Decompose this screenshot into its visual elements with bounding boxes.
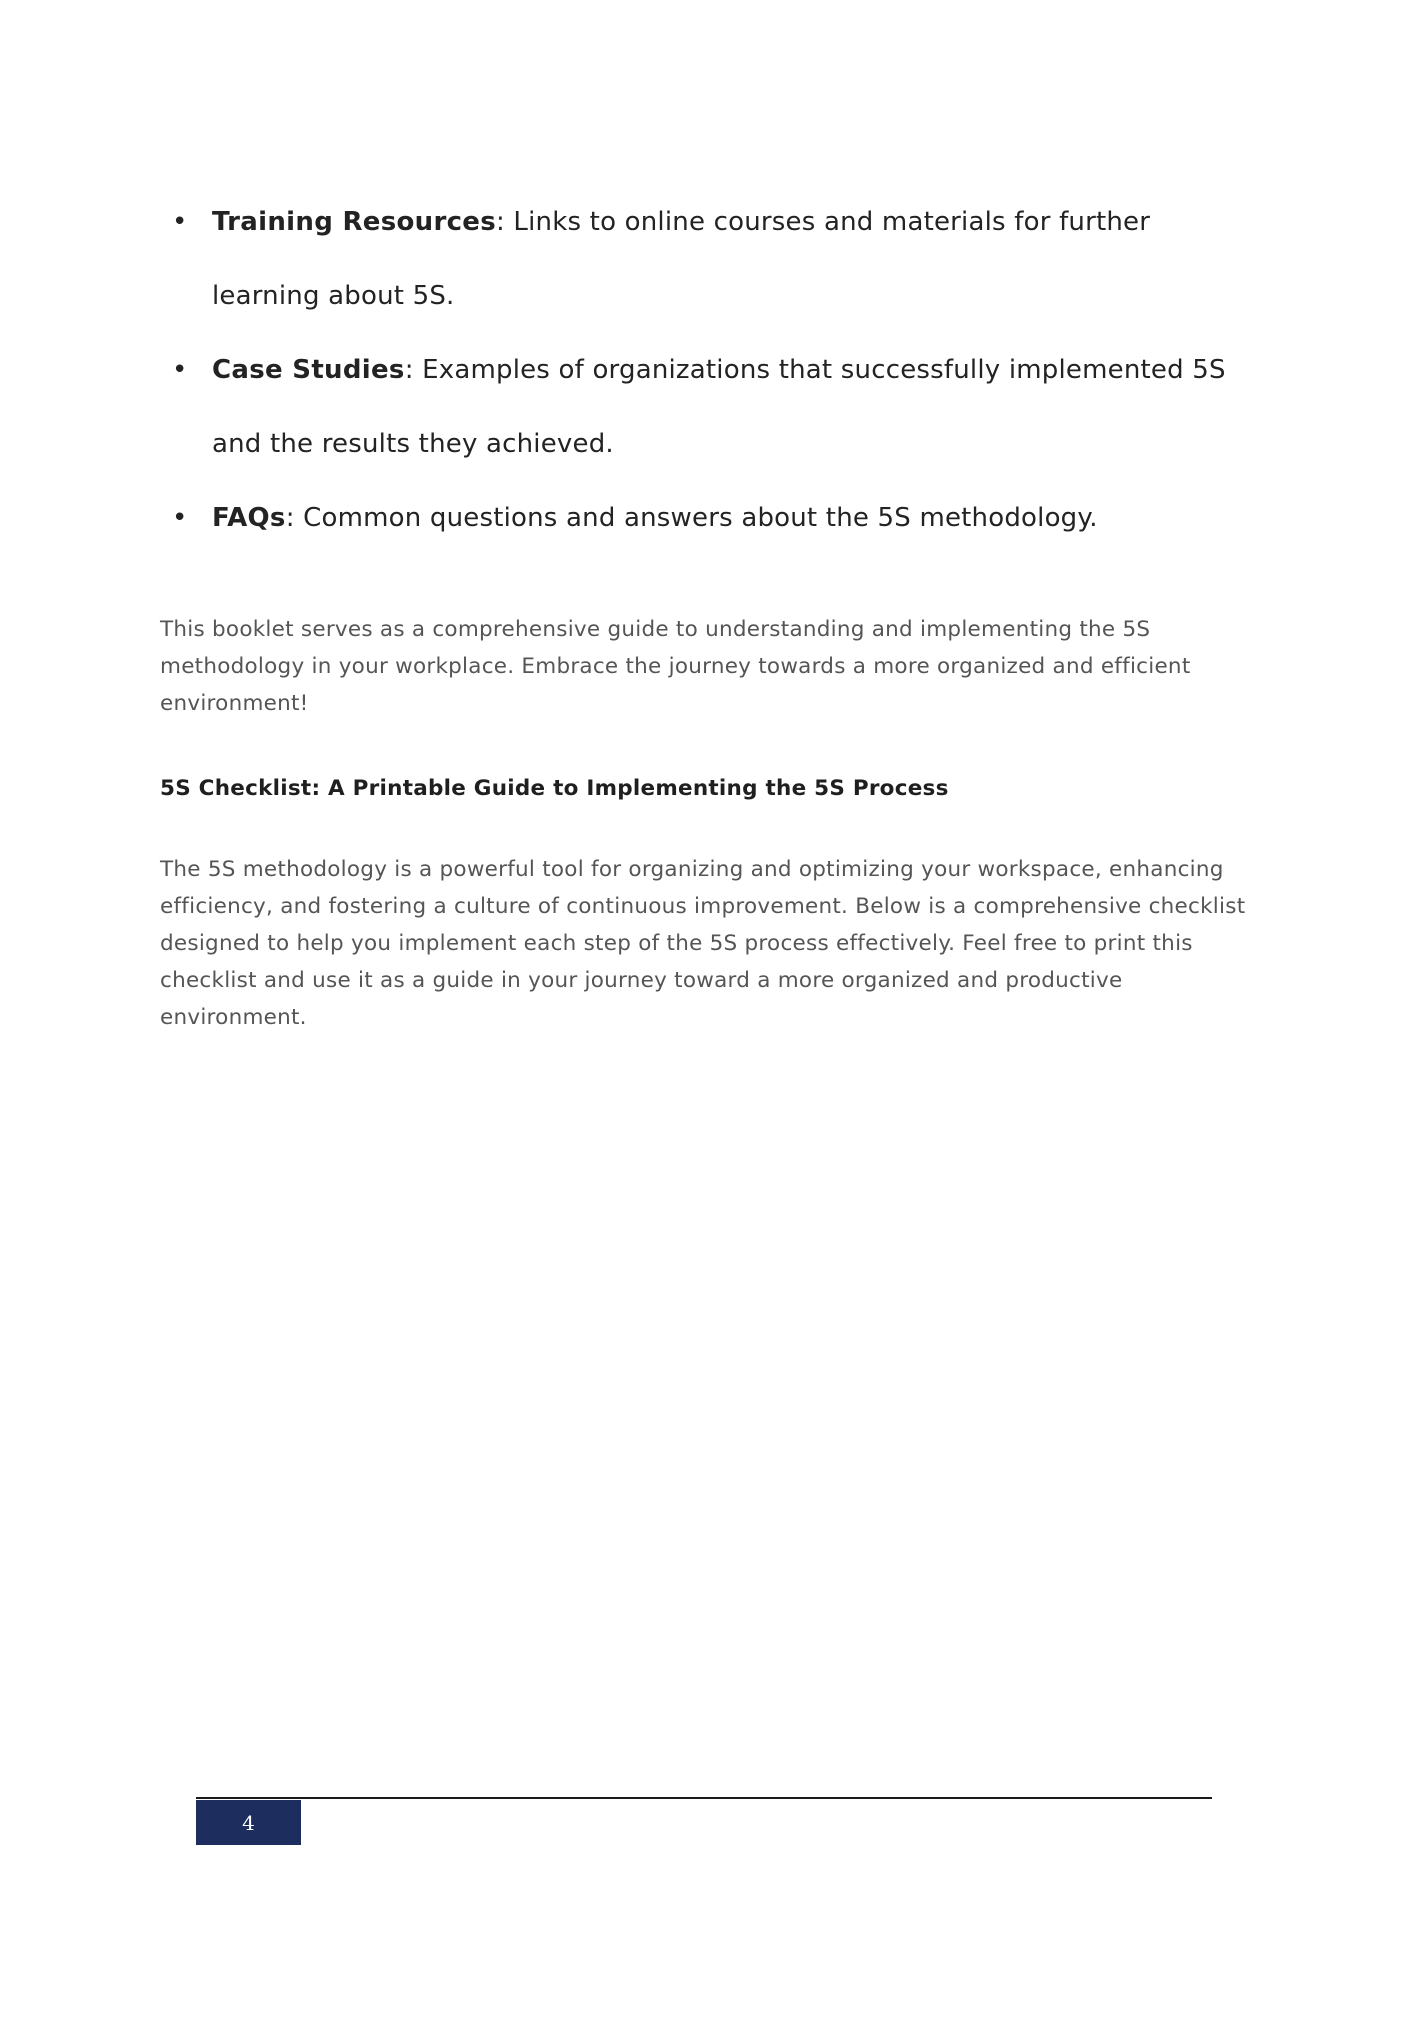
page-number-badge: 4 xyxy=(196,1800,301,1845)
section-paragraph: The 5S methodology is a powerful tool for organizing and optimizing your workspace, enhancing efficiency, and fostering a culture of continuous improvement. Below is a comprehensive checklist designed to help you implement each step of the 5S process effectively. Feel free to print this checklist and use it as a guide in your journey toward a more organized and productive environment. xyxy=(160,857,1246,1030)
section-heading: 5S Checklist: A Printable Guide to Implementing the 5S Process xyxy=(160,776,949,801)
list-item xyxy=(160,333,1250,481)
list-item xyxy=(160,185,1250,333)
page-content xyxy=(160,185,1250,1036)
list-item-text: : Examples of organizations that successfully implemented 5S and the results they achieved. xyxy=(212,355,1226,459)
bullet-list xyxy=(160,185,1250,555)
list-item-term: Case Studies xyxy=(212,355,405,385)
list-item-term: Training Resources xyxy=(212,207,496,237)
closing-paragraph: This booklet serves as a comprehensive guide to understanding and implementing the 5S methodology in your workplace. Embrace the journey towards a more organized and efficient environment! xyxy=(160,617,1191,716)
footer-divider xyxy=(196,1797,1212,1799)
list-item-text: : Common questions and answers about the 5S methodology. xyxy=(285,503,1098,533)
list-item-term: FAQs xyxy=(212,503,286,533)
list-item xyxy=(160,481,1250,555)
list-item-text: : Links to online courses and materials for further learning about 5S. xyxy=(212,207,1151,311)
